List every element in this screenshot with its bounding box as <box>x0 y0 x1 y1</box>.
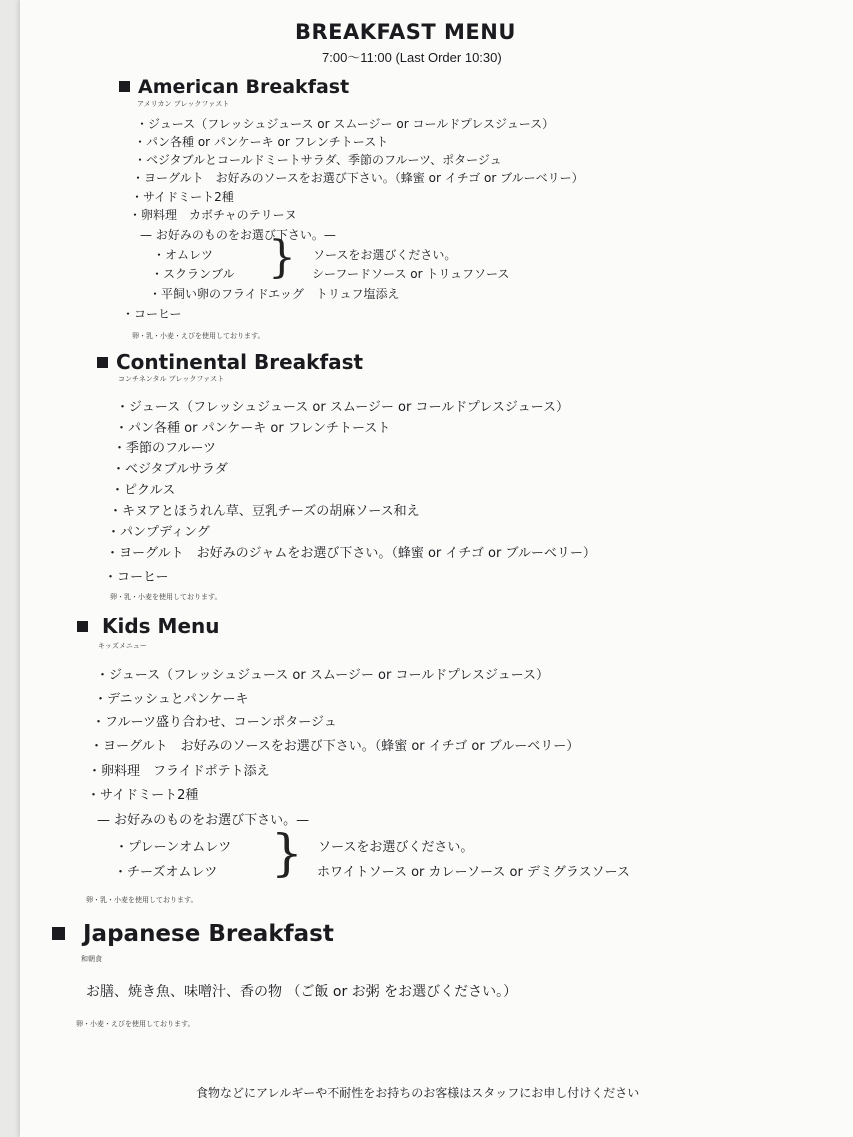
continental-item: ・季節のフルーツ <box>113 441 216 456</box>
japanese-ruby: 和朝食 <box>81 955 102 963</box>
continental-item: ・キヌアとほうれん草、豆乳チーズの胡麻ソース和え <box>109 504 420 519</box>
kids-item: ・ジュース（フレッシュジュース or スムージー or コールドプレスジュース） <box>96 668 550 683</box>
continental-ruby: コンチネンタル ブレックファスト <box>118 375 225 383</box>
american-option-omelette: ・オムレツ <box>153 248 214 262</box>
japanese-heading: Japanese Breakfast <box>52 921 334 947</box>
american-choose-note: — お好みのものをお選び下さい。— <box>140 228 336 242</box>
continental-item: ・パンプディング <box>107 525 210 540</box>
kids-allergen-note: 卵・乳・小麦を使用しております。 <box>86 896 198 904</box>
japanese-allergen-note: 卵・小麦・えびを使用しております。 <box>76 1020 195 1028</box>
kids-ruby: キッズメニュー <box>98 642 147 650</box>
american-allergen-note: 卵・乳・小麦・えびを使用しております。 <box>132 332 265 340</box>
american-coffee: ・コーヒー <box>122 307 182 321</box>
continental-item: ・ヨーグルト お好みのジャムをお選び下さい。（蜂蜜 or イチゴ or ブルーベリー） <box>106 546 596 561</box>
kids-item: ・フルーツ盛り合わせ、コーンポタージュ <box>92 715 337 730</box>
american-sauce-options: シーフードソース or トリュフソース <box>312 267 510 281</box>
american-item: ・ジュース（フレッシュジュース or スムージー or コールドプレスジュース） <box>136 117 555 131</box>
japanese-item: お膳、焼き魚、味噌汁、香の物 （ご飯 or お粥 をお選びください。） <box>86 984 518 1000</box>
american-ruby: アメリカン ブレックファスト <box>137 100 230 108</box>
continental-item: ・ベジタブルサラダ <box>112 462 228 477</box>
continental-heading: Continental Breakfast <box>97 350 363 374</box>
kids-item: ・サイドミート2種 <box>87 788 199 803</box>
american-option-fried-egg: ・平飼い卵のフライドエッグ トリュフ塩添え <box>149 287 400 301</box>
brace-icon: } <box>271 824 303 882</box>
continental-item: ・ピクルス <box>111 483 176 498</box>
square-bullet-icon <box>119 81 130 92</box>
american-item: ・ベジタブルとコールドミートサラダ、季節のフルーツ、ポタージュ <box>134 153 502 167</box>
continental-item: ・パン各種 or パンケーキ or フレンチトースト <box>115 421 391 436</box>
kids-option-plain-omelette: ・プレーンオムレツ <box>115 840 232 855</box>
american-item: ・ヨーグルト お好みのソースをお選び下さい。（蜂蜜 or イチゴ or ブルーベリー） <box>132 171 584 185</box>
american-heading: American Breakfast <box>119 76 349 98</box>
square-bullet-icon <box>77 621 88 632</box>
kids-sauce-options: ホワイトソース or カレーソース or デミグラスソース <box>317 865 630 880</box>
square-bullet-icon <box>97 357 108 368</box>
square-bullet-icon <box>52 927 65 940</box>
kids-item: ・卵料理 フライドポテト添え <box>88 764 270 779</box>
kids-choose-note: — お好みのものをお選び下さい。— <box>97 813 310 828</box>
kids-item: ・ヨーグルト お好みのソースをお選び下さい。（蜂蜜 or イチゴ or ブルーベリー） <box>90 739 580 754</box>
kids-option-cheese-omelette: ・チーズオムレツ <box>114 865 218 880</box>
american-sauce-prompt: ソースをお選びください。 <box>313 248 457 262</box>
continental-allergen-note: 卵・乳・小麦を使用しております。 <box>110 593 222 601</box>
menu-title: BREAKFAST MENU <box>295 20 516 44</box>
kids-sauce-prompt: ソースをお選びください。 <box>318 840 474 855</box>
allergy-footer-note: 食物などにアレルギーや不耐性をお持ちのお客様はスタッフにお申し付けください <box>196 1086 640 1100</box>
american-option-scrambled: ・スクランブル <box>151 267 235 281</box>
american-item: ・パン各種 or パンケーキ or フレンチトースト <box>134 135 389 149</box>
continental-item: ・ジュース（フレッシュジュース or スムージー or コールドプレスジュース） <box>116 400 570 415</box>
kids-item: ・デニッシュとパンケーキ <box>94 692 249 707</box>
brace-icon: } <box>268 232 296 283</box>
continental-item: ・コーヒー <box>104 570 169 585</box>
service-hours: 7:00～11:00 (Last Order 10:30) <box>322 50 502 65</box>
american-item: ・サイドミート2種 <box>131 190 234 204</box>
american-item: ・卵料理 カボチャのテリーヌ <box>129 208 297 222</box>
kids-heading: Kids Menu <box>77 614 219 638</box>
